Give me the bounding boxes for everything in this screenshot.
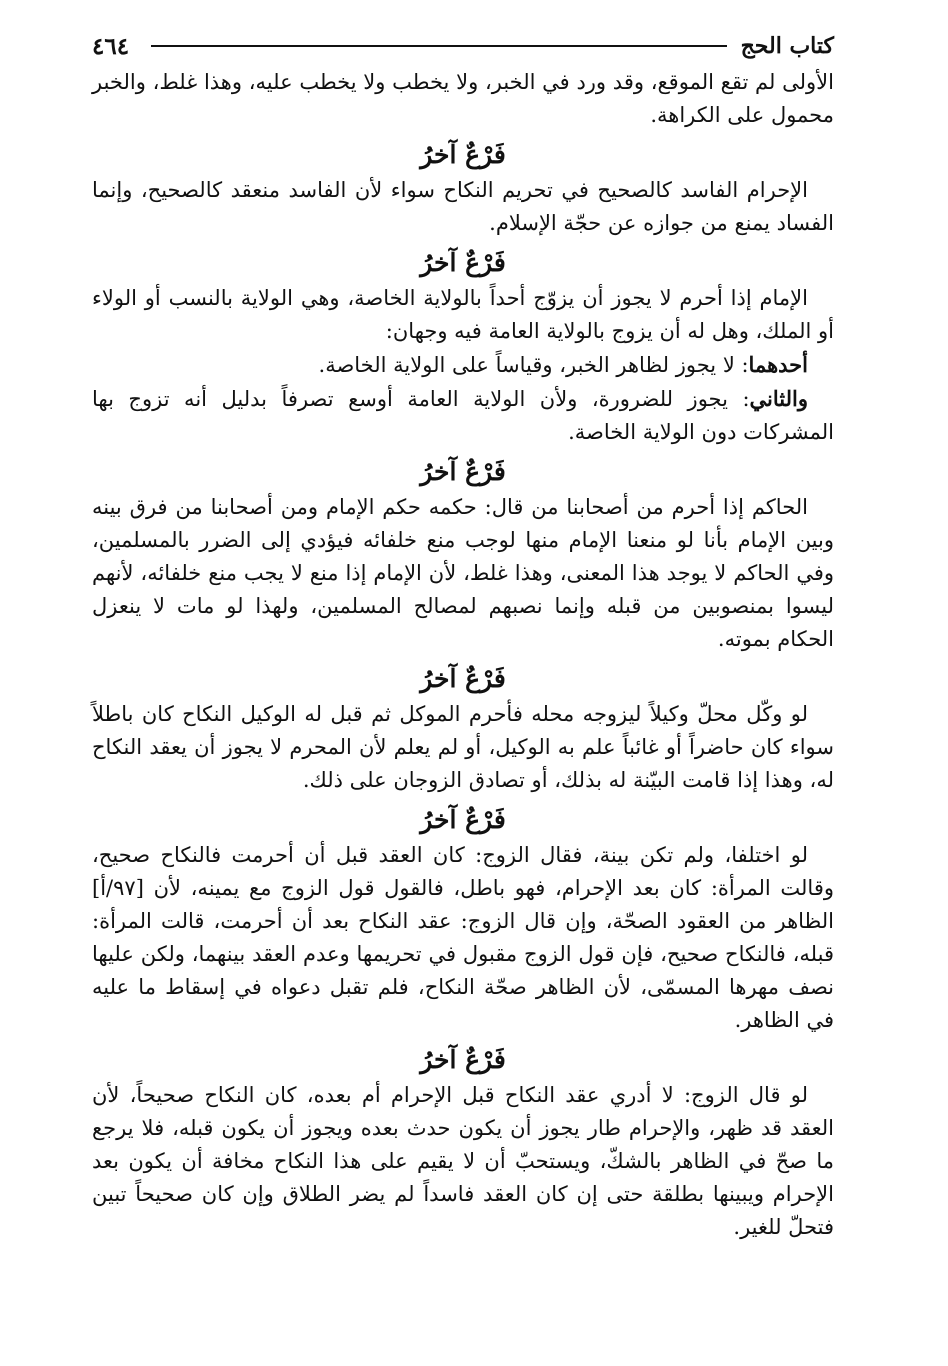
section-heading-1: فَرْعٌ آخرُ (420, 140, 506, 169)
section-heading-3: فَرْعٌ آخرُ (420, 457, 506, 486)
section-2-paragraph: الإمام إذا أحرم لا يجوز أن يزوّج أحداً بالولاية الخاصة، وهي الولاية بالنسب أو الولاء أو الملك، وهل له أن يزوج بالولاية العامة فيه وجهان: (92, 286, 834, 343)
section-heading-6: فَرْعٌ آخرُ (420, 1045, 506, 1074)
section-3-paragraph: الحاكم إذا أحرم من أصحابنا من قال: حكمه حكم الإمام ومن أصحابنا من فرق بينه وبين الإمام بأنا لو منعنا الإمام منها لوجب منع خلفائه فيؤدي إلى الضرر بالمسلمين، وفي الحاكم لا يوجد هذا المعنى، وهذا غلط، لأن الإمام إذا منع لا يجب منع خلفائه، لأنهم ليسوا بمنصوبين من قبله وإنما نصبهم لمصالح المسلمين، ولهذا لو مات لا ينعزل الحكام بموته. (92, 495, 835, 651)
second-view-text: : يجوز للضرورة، ولأن الولاية العامة أوسع تصرفاً بدليل أنه تزوج بها المشركات دون الولاية الخاصة. (92, 387, 834, 444)
section-heading-4: فَرْعٌ آخرُ (420, 664, 506, 693)
section-2-second-view (92, 382, 834, 449)
book-page (92, 26, 834, 1336)
first-view-text: : لا يجوز لظاهر الخبر، وقياساً على الولاية الخاصة. (318, 353, 749, 377)
book-title: كتاب الحج (740, 33, 834, 59)
section-1-paragraph: الإحرام الفاسد كالصحيح في تحريم النكاح سواء لأن الفاسد منعقد كالصحيح، وإنما الفساد يمنع من جوازه عن حجّة الإسلام. (92, 178, 834, 235)
section-2-first-view (92, 348, 834, 382)
section-5-text-end: الظاهر من العقود الصحّة، وإن قال الزوج: عقد النكاح بعد أن أحرمت، قالت المرأة: قبله، فالنكاح صحيح، فإن قول الزوج مقبول في تحريمها وعدم العقد بينهما، ولكن عليها نصف مهرها المسمّى، لأن الظاهر صحّة النكاح، فلم تقبل دعواه في إسقاط ما عليه في الظاهر. (92, 909, 834, 1032)
section-6-paragraph: لو قال الزوج: لا أدري عقد النكاح قبل الإحرام أم بعده، كان النكاح صحيحاً، لأن العقد قد ظهر، والإحرام طار يجوز أن يكون حدث بعده ويجوز أن يكون قبله، فلا يرجع ما صحّ في الظاهر بالشكّ، ويستحبّ أن لا يقيم على هذا النكاح مخافة أن يكون بعد الإحرام ويبينها بطلقة حتى إن كان العقد فاسداً لم يضر الطلاق وإن كان صحيحاً تبين فتحلّ للغير. (92, 1083, 834, 1239)
header-divider (151, 45, 727, 47)
manuscript-folio-reference: [٩٧/أ] (92, 876, 144, 900)
second-view-label: والثاني (749, 386, 808, 411)
section-5-text-start: لو اختلفا، ولم تكن بينة، فقال الزوج: كان العقد قبل أن أحرمت فالنكاح صحيح، وقالت المرأة: كان بعد الإحرام، فهو باطل، فالقول قول الزوج مع يمينه، لأن (92, 843, 834, 900)
section-5-paragraph (92, 839, 834, 1037)
section-heading-5: فَرْعٌ آخرُ (420, 805, 506, 834)
intro-paragraph: الأولى لم تقع الموقع، وقد ورد في الخبر، ولا يخطب ولا يخطب عليه، وهذا غلط، والخبر محمول على الكراهة. (92, 70, 834, 127)
page-header (92, 26, 834, 66)
section-heading-2: فَرْعٌ آخرُ (420, 248, 506, 277)
page-number: ٤٦٤ (92, 32, 130, 60)
section-4-paragraph: لو وكّل محلّ وكيلاً ليزوجه محله فأحرم الموكل ثم قبل له الوكيل النكاح كان باطلاً سواء كان حاضراً أو غائباً علم به الوكيل، أو لم يعلم لأن المحرم لا يجوز أن يعقد النكاح له، وهذا إذا قامت البيّنة له بذلك، أو تصادق الزوجان على ذلك. (92, 702, 834, 792)
first-view-label: أحدهما (748, 352, 808, 377)
